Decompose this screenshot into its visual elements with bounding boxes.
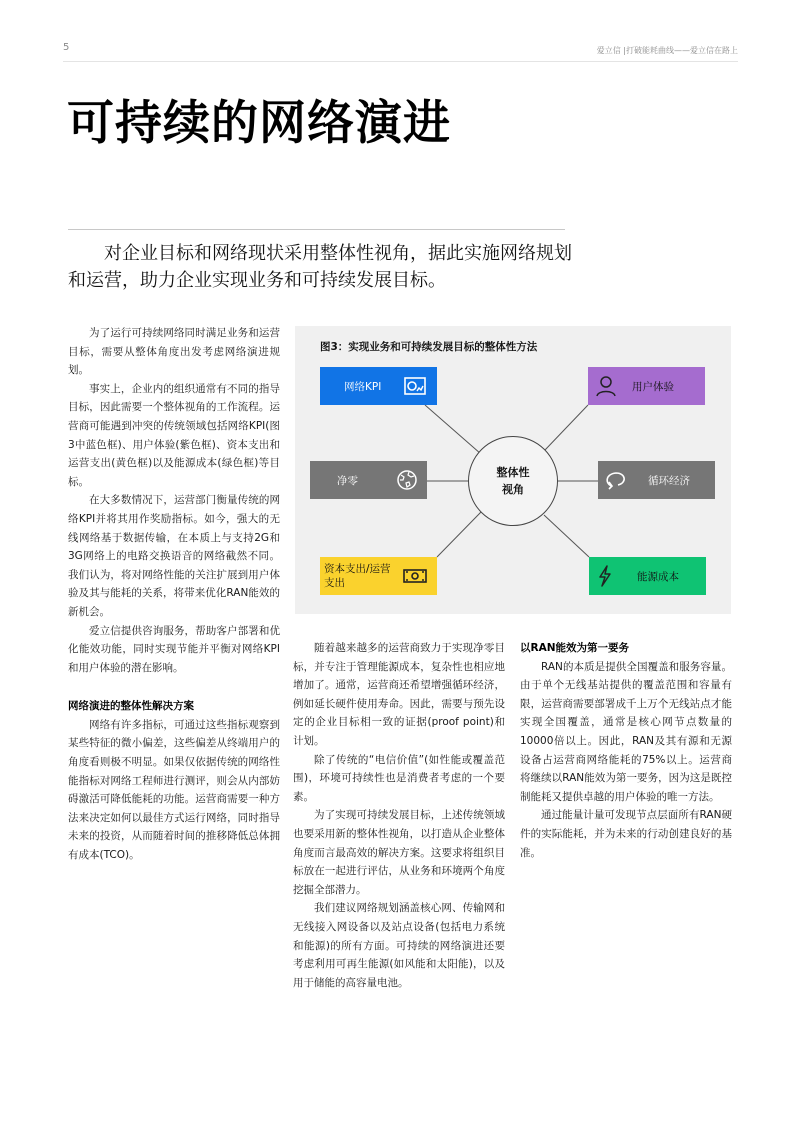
paragraph: 事实上，企业内的组织通常有不同的指导目标，因此需要一个整体视角的工作流程。运营商可能遇到冲突的传统领域包括网络KPI(图3中蓝色框)、用户体验(紫色框)、资本支出和运营支出(黄色框)以及能源成本(绿色框)等目标。 bbox=[68, 382, 280, 488]
box-user-experience bbox=[588, 367, 705, 405]
paragraph: 爱立信提供咨询服务，帮助客户部署和优化能效功能，同时实现节能并平衡对网络KPI和用户体验的潜在影响。 bbox=[68, 624, 280, 674]
cycle-arrow-icon bbox=[604, 468, 628, 492]
banknote-icon bbox=[403, 564, 427, 588]
section-heading: 网络演进的整体性解决方案 bbox=[68, 700, 194, 713]
page-title: 可持续的网络演进 bbox=[67, 96, 451, 151]
paragraph: 通过能量计量可发现节点层面所有RAN硬件的实际能耗，并为未来的行动创建良好的基准。 bbox=[520, 809, 732, 859]
box-capex-opex bbox=[320, 557, 437, 595]
hub-label: 整体性视角 bbox=[496, 466, 530, 496]
paragraph: 网络有许多指标，可通过这些指标观察到某些特征的微小偏差，这些偏差从终端用户的角度看则极不明显。如果仅依据传统的网络性能指标对网络工程师进行测评，则会从内部妨碍激活可降低能耗的功能。运营商需要一种方法来决定如何以最佳方式运行网络，同时指导未来的投资，从而随着时间的推移降低总体拥有成本(TCO)。 bbox=[68, 718, 280, 862]
paragraph: 在大多数情况下，运营部门衡量传统的网络KPI并将其用作奖励指标。如今，强大的无线网络基于数据传输，在本质上与支持2G和3G网络上的电路交换语音的网络截然不同。我们认为，将对网络性能的关注扩展到用户体验及其与能耗的关系，将带来优化RAN能效的新机会。 bbox=[68, 494, 280, 618]
box-label: 资本支出/运营支出 bbox=[324, 563, 391, 589]
box-label: 净零 bbox=[337, 474, 358, 487]
section-heading: 以RAN能效为第一要务 bbox=[520, 642, 629, 654]
column-3 bbox=[520, 639, 732, 862]
user-icon bbox=[594, 374, 618, 398]
page-number: 5 bbox=[63, 42, 70, 53]
box-label: 能源成本 bbox=[637, 570, 679, 583]
box-network-kpi bbox=[320, 367, 437, 405]
globe-icon bbox=[395, 468, 419, 492]
paragraph: 为了运行可持续网络同时满足业务和运营目标，需要从整体角度出发考虑网络演进规划。 bbox=[68, 327, 280, 377]
running-title: 爱立信 |打破能耗曲线——爱立信在路上 bbox=[596, 46, 738, 55]
box-label: 循环经济 bbox=[648, 474, 690, 487]
divider bbox=[68, 229, 565, 230]
lightning-icon bbox=[593, 564, 617, 588]
paragraph: 随着越来越多的运营商致力于实现净零目标，并专注于管理能源成本，复杂性也相应地增加了。通常，运营商还希望增强循环经济，例如延长硬件使用寿命。因此，需要与预先设定的企业目标相一致的证据(proof point)和计划。 bbox=[293, 642, 505, 747]
box-circular-economy bbox=[598, 461, 715, 499]
page-header bbox=[63, 40, 738, 62]
box-label: 网络KPI bbox=[344, 380, 382, 393]
paragraph: 为了实现可持续发展目标，上述传统领域也要采用新的整体性视角，以打造从企业整体角度而言最高效的解决方案。这要求将组织目标放在一起进行评估，从业务和环境两个角度挖掘全部潜力。 bbox=[293, 809, 505, 896]
chart-gauge-icon bbox=[403, 374, 427, 398]
paragraph: 我们建议网络规划涵盖核心网、传输网和无线接入网设备以及站点设备(包括电力系统和能源)的所有方面。可持续的网络演进还要考虑利用可再生能源(如风能和太阳能)，以及用于储能的高容量电池。 bbox=[293, 902, 505, 989]
box-net-zero bbox=[310, 461, 427, 499]
hub-circle bbox=[468, 436, 558, 526]
column-1 bbox=[68, 324, 280, 865]
figure-holistic-approach bbox=[295, 326, 731, 614]
paragraph: 除了传统的“电信价值”(如性能或覆盖范围)，环境可持续性也是消费者考虑的一个要素。 bbox=[293, 753, 505, 803]
lead-paragraph: 对企业目标和网络现状采用整体性视角，据此实施网络规划和运营，助力企业实现业务和可持续发展目标。 bbox=[68, 243, 572, 291]
column-2 bbox=[293, 639, 505, 992]
figure-caption: 图3：实现业务和可持续发展目标的整体性方法 bbox=[320, 341, 538, 353]
paragraph: RAN的本质是提供全国覆盖和服务容量。由于单个无线基站提供的覆盖范围和容量有限，运营商需要部署成千上万个无线站点才能实现全国覆盖，通常是核心网节点数量的10000倍以上。因此，RAN及其有源和无源设备占运营商网络能耗的75%以上。运营商将继续以RAN能效为第一要务，因为这是既控制能耗又提供卓越的用户体验的唯一方法。 bbox=[520, 660, 732, 803]
box-label: 用户体验 bbox=[632, 380, 674, 393]
box-energy-cost bbox=[589, 557, 706, 595]
